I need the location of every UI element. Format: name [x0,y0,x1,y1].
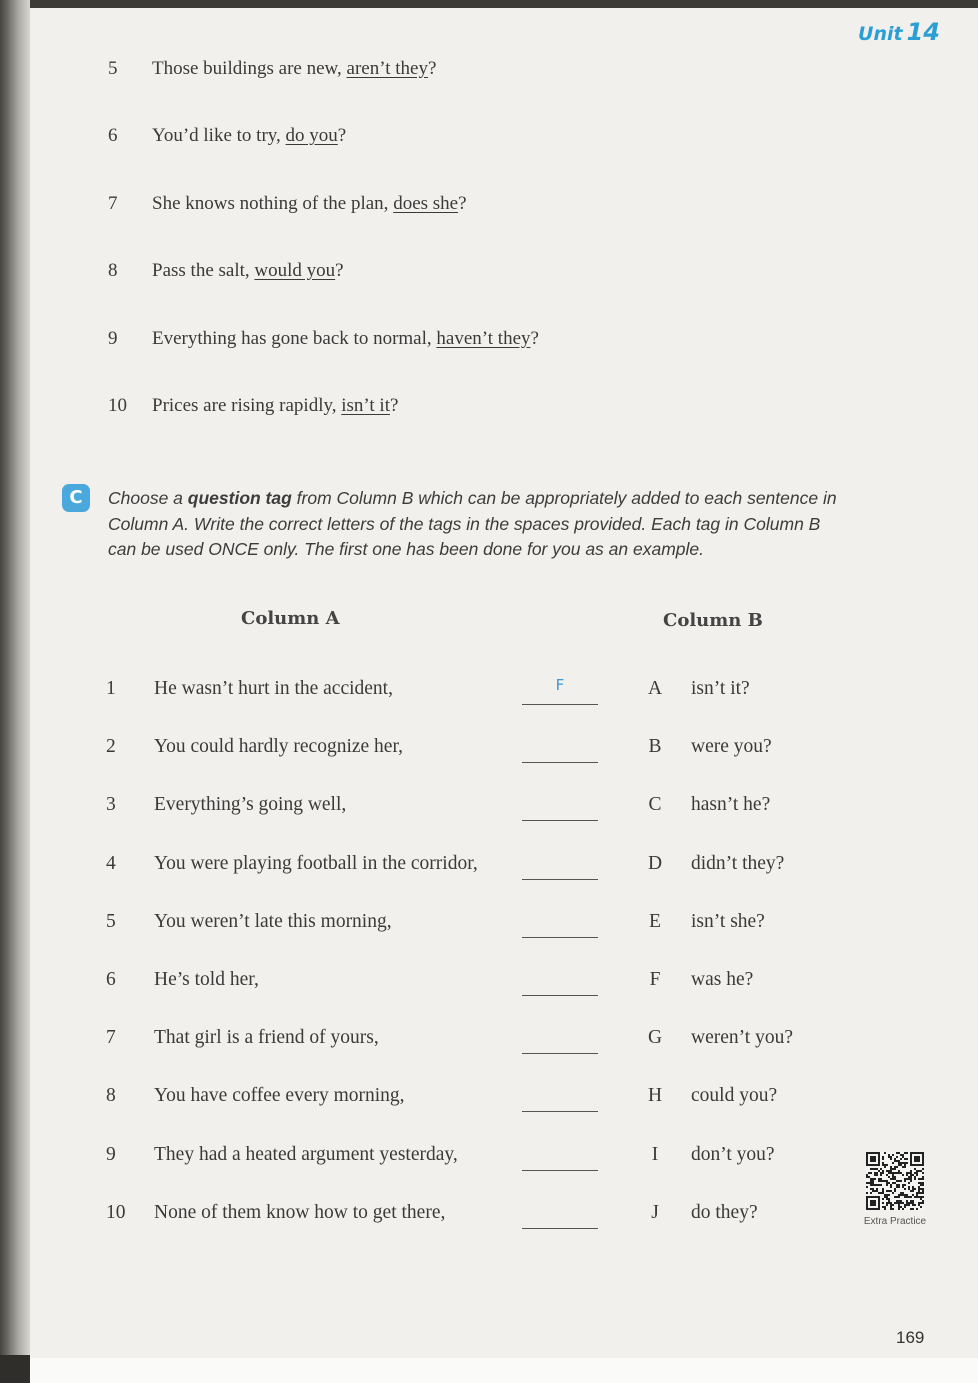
column-a-sentence: You weren’t late this morning, [154,910,392,932]
page-bottom-margin [30,1358,978,1383]
column-b-letter: E [649,910,661,932]
column-a-number: 7 [106,1027,116,1049]
column-a-sentence: You were playing football in the corridor, [154,852,478,874]
instructions-body: from Column B which can be appropriately added to each sentence in Column A. Write the correct letters of the tags in the spaces provided. Each tag in Column B can be used ONCE only. The first one has been done for you as an example. [108,488,837,559]
column-a-sentence: None of them know how to get there, [154,1201,446,1223]
answer-blank[interactable] [522,1085,598,1112]
unit-word: Unit [858,23,903,45]
item-number: 8 [108,260,118,281]
scan-corner [0,1355,30,1383]
answer-blank[interactable] [522,911,598,938]
item-question-tag: do you [285,125,338,146]
item-sentence [152,125,346,147]
scan-top-edge [0,0,978,8]
match-row [0,794,978,834]
item-sentence [152,395,398,417]
column-b-letter: J [651,1201,659,1223]
item-punctuation: ? [427,58,437,79]
answer-blank[interactable] [522,853,598,880]
match-row [0,678,978,718]
answer-blank[interactable] [522,736,598,763]
qr-caption: Extra Practice [863,1216,927,1227]
column-b-tag: could you? [691,1085,778,1107]
item-number: 6 [108,125,118,146]
item-punctuation: ? [337,125,347,146]
column-b-letter: I [651,1143,659,1165]
column-b-tag: don’t you? [691,1143,775,1165]
column-a-sentence: That girl is a friend of yours, [154,1027,379,1049]
page-number: 169 [896,1328,925,1347]
item-stem: Those buildings are new, [152,58,347,79]
column-a-sentence: They had a heated argument yesterday, [154,1143,458,1165]
answer-blank[interactable]: F [522,678,598,705]
item-sentence [152,260,344,282]
column-b-tag: were you? [691,736,772,758]
column-b-header: Column B [663,610,763,631]
qr-code-icon[interactable] [866,1152,924,1210]
answer-blank[interactable] [522,1202,598,1229]
match-row [0,969,978,1009]
item-question-tag: isn’t it [341,395,390,416]
section-badge: C [62,484,90,512]
column-a-number: 3 [106,794,116,816]
item-number: 5 [108,58,118,79]
column-b-letter: D [647,852,663,874]
column-b-tag: weren’t you? [691,1027,793,1049]
column-b-tag: do they? [691,1201,758,1223]
column-a-sentence: You have coffee every morning, [154,1085,405,1107]
match-row [0,1027,978,1067]
column-a-number: 10 [106,1201,126,1223]
item-number: 10 [108,395,127,416]
unit-number: 14 [906,18,940,46]
item-number: 7 [108,193,118,214]
item-punctuation: ? [458,193,467,214]
item-question-tag: aren’t they [346,58,428,79]
column-a-sentence: He’s told her, [154,969,259,990]
column-b-letter: B [648,736,662,758]
item-punctuation: ? [390,395,399,416]
column-a-number: 2 [106,736,116,758]
instructions-keyword: question tag [187,488,292,508]
instructions-lead: Choose a [108,488,188,508]
match-row [0,1085,978,1125]
match-row [0,853,978,893]
item-stem: Everything has gone back to normal, [152,328,437,349]
column-a-sentence: You could hardly recognize her, [154,736,404,758]
match-row [0,1202,978,1242]
column-b-letter: H [647,1085,663,1107]
answer-blank[interactable] [522,1027,598,1054]
column-b-tag: didn’t they? [691,852,785,874]
column-a-number: 9 [106,1143,116,1165]
column-a-number: 6 [106,969,116,990]
unit-label [858,18,940,46]
item-stem: She knows nothing of the plan, [152,193,394,214]
match-row [0,1144,978,1184]
column-b-letter: A [647,678,663,699]
item-question-tag: haven’t they [436,328,531,349]
answer-blank[interactable] [522,794,598,821]
column-b-tag: isn’t she? [691,910,765,932]
column-a-number: 5 [106,910,116,932]
item-sentence [152,193,467,215]
item-question-tag: would you [254,260,336,281]
item-punctuation: ? [335,260,344,281]
column-b-letter: C [648,794,662,816]
column-b-letter: F [649,969,661,990]
column-b-tag: isn’t it? [691,678,750,699]
item-stem: You’d like to try, [152,125,286,146]
column-a-sentence: He wasn’t hurt in the accident, [154,678,393,699]
item-stem: Prices are rising rapidly, [152,395,342,416]
column-a-header: Column A [241,608,340,629]
answer-blank[interactable] [522,1144,598,1171]
match-row [0,736,978,776]
item-stem: Pass the salt, [152,260,255,281]
section-instructions [108,486,848,563]
item-sentence [152,328,539,350]
item-sentence [152,58,436,80]
item-punctuation: ? [530,328,539,349]
column-b-tag: was he? [691,969,754,990]
column-a-number: 4 [106,852,116,874]
item-question-tag: does she [393,193,459,214]
match-row [0,911,978,951]
answer-blank[interactable] [522,969,598,996]
column-a-sentence: Everything’s going well, [154,794,347,816]
column-a-number: 1 [106,678,116,699]
column-a-number: 8 [106,1085,116,1107]
item-number: 9 [108,328,118,349]
column-b-letter: G [647,1027,663,1049]
column-b-tag: hasn’t he? [691,794,771,816]
